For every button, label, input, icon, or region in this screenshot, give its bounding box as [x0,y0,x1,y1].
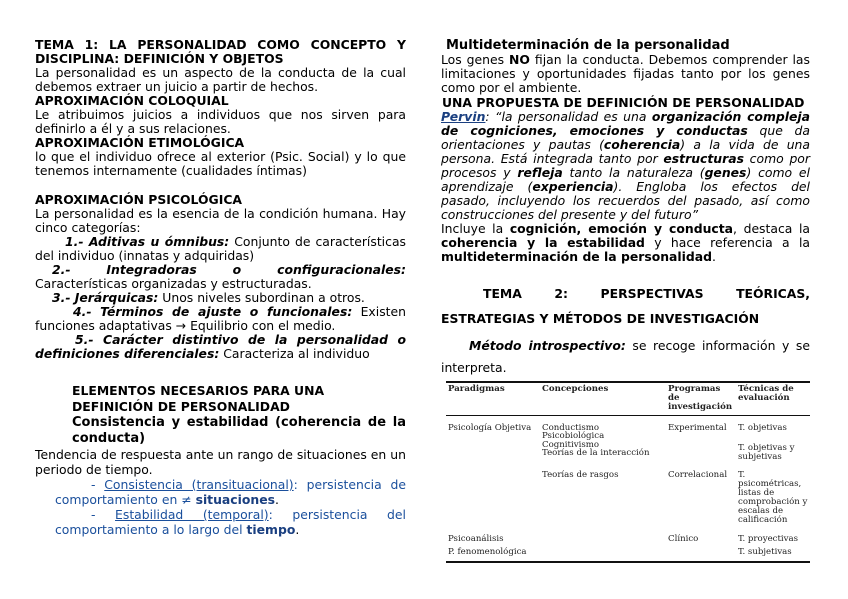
multideterminacion-heading: Multideterminación de la personalidad [446,38,730,53]
quote-k: ) como el aprendizaje ( [441,165,810,194]
elementos-heading: ELEMENTOS NECESARIOS PARA UNA DEFINICIÓN DE PERSONALIDAD [72,383,325,414]
header-paradigmas: Paradigmas [446,382,540,416]
estabilidad-desc: : persistencia del comportamiento a lo largo del [55,507,406,537]
table-row [446,546,810,562]
metodo-label: Método introspectivo: [469,338,626,353]
list-dash: - [91,507,116,522]
multi-text-b: fijan la conducta. Debemos comprender las limitaciones y oportunidades fijadas tanto por los genes como por el ambiente. [441,52,810,95]
consistencia-desc: : persistencia de comportamiento en ≠ [55,477,406,507]
category-4-label: 4.- Términos de ajuste o funcionales: [73,304,353,319]
category-1 [35,235,406,263]
quote-e: ) a la vida de una persona. Está integrada tanto por [441,137,810,166]
list-dash: - [91,477,105,492]
psicologica-text: La personalidad es la esencia de la condición humana. Hay cinco categorías: [35,206,406,235]
tecnicas-cell: T. psicométricas, listas de comprobación y escalas de calificación [738,470,808,525]
paradigma-cell: P. fenomenológica [446,546,540,562]
quote-l: experiencia [532,179,614,194]
tiempo-word: tiempo [246,522,296,537]
concepcion: Cognitivismo [542,439,600,450]
category-4 [35,305,406,333]
tecnicas-cell: T. proyectivas [738,534,799,544]
paradigma-cell: Psicología Objetiva [448,422,532,433]
concepciones-cell: Teorías de rasgos [542,470,619,480]
etimologica-heading: APROXIMACIÓN ETIMOLÓGICA [35,135,245,150]
category-5-label: 5.- Carácter distintivo de la personalidad o definiciones diferenciales: [35,332,406,361]
intro-paragraph: La personalidad es un aspecto de la conducta de la cual debemos extraer un juicio a partir de hechos. [35,65,406,94]
propuesta-heading: UNA PROPUESTA DE DEFINICIÓN DE PERSONALIDAD [442,95,805,110]
metodo-introspectivo [441,335,810,379]
category-3-text: Unos niveles subordinan a otros. [158,290,365,305]
psicologica-heading: APROXIMACIÓN PSICOLÓGICA [35,192,242,207]
quote-b: organización compleja de cogniciones, emociones y conductas [441,109,810,138]
incluye-f: multideterminación de la personalidad [441,249,712,264]
header-programas: Programas de investigación [666,382,736,416]
left-column [35,38,406,537]
quote-h: refleja [517,165,563,180]
multi-no: NO [509,52,530,67]
incluye-a: Incluye la [441,221,510,236]
category-3 [35,291,406,305]
coloquial-text: Le atribuimos juicios a individuos que nos sirven para definirlo a él y a sus relaciones. [35,107,406,136]
incluye-d: coherencia y la estabilidad [441,235,645,250]
table-header-row [446,382,810,416]
concepcion: Teorías de la interacción [542,448,650,458]
tema2-title-line1: TEMA 2: PERSPECTIVAS TEÓRICAS, [483,286,810,301]
consistencia-end: . [275,492,279,507]
consistencia-item [35,477,406,507]
header-tecnicas: Técnicas de evaluación [736,382,810,416]
incluye-c: , destaca la [733,221,811,236]
quote-f: estructuras [663,151,744,166]
category-2-text: Características organizadas y estructuradas. [35,276,312,291]
programa-cell: Correlacional [668,470,728,480]
category-1-label: 1.- Aditivas u ómnibus: [65,234,230,249]
estabilidad-end: . [295,522,300,537]
table-row [446,469,810,527]
tema2-title-line2: ESTRATEGIAS Y MÉTODOS DE INVESTIGACIÓN [441,311,760,326]
etimologica-text: lo que el individuo ofrece al exterior (Psic. Social) y lo que tenemos internamente (cualidades íntimas) [35,149,406,178]
quote-d: coherencia [603,137,681,152]
category-5 [35,333,406,361]
pervin-quote [441,110,810,222]
category-2-label: 2.- Integradoras o configuracionales: [52,262,406,277]
incluye-e: y hace referencia a la [644,235,810,250]
category-1-text: Conjunto de características del individuo (innatas y adquiridas) [35,234,406,263]
category-2 [35,263,406,291]
estabilidad-link[interactable]: Estabilidad (temporal) [115,507,269,522]
consistencia-heading: Consistencia y estabilidad (coherencia de la conducta) [72,415,406,446]
category-5-text: Caracteriza al individuo [219,346,370,361]
coloquial-heading: APROXIMACIÓN COLOQUIAL [35,93,229,108]
incluye-g: . [712,249,716,264]
category-4-text: Existen funciones adaptativas → Equilibrio con el medio. [35,304,406,333]
tendencia-text: Tendencia de respuesta ante un rango de situaciones en un periodo de tiempo. [35,447,406,477]
multi-text-a: Los genes [441,52,510,67]
incluye-b: cognición, emoción y conducta [509,221,734,236]
tecnica: T. objetivas y subjetivas [738,443,795,462]
paradigma-cell: Psicoanálisis [448,534,504,544]
metodo-text: se recoge información y se interpreta. [441,338,810,375]
tema1-title: TEMA 1: LA PERSONALIDAD COMO CONCEPTO Y DISCIPLINA: DEFINICIÓN Y OBJETOS [35,37,406,66]
table-row [446,422,810,464]
programa-cell: Experimental [668,422,727,433]
paradigma-cell [446,469,540,527]
category-3-label: 3.- Jerárquicas: [52,290,159,305]
consistencia-link[interactable]: Consistencia (transituacional) [104,477,294,492]
table-row [446,533,810,546]
concepcion: Psicobiológica [542,431,605,441]
incluye-text [441,222,810,264]
tecnicas-cell [736,422,810,464]
pervin-name: Pervin [441,109,486,124]
programa-cell: Clínico [668,534,699,544]
concepciones-cell [540,422,666,464]
situaciones-word: situaciones [195,492,275,507]
concepciones-cell [540,546,666,562]
quote-c: que da orientaciones y pautas ( [441,123,810,152]
quote-g: como por procesos y [441,151,810,180]
concepciones-cell [540,533,666,546]
concepcion: Conductismo [542,422,600,433]
quote-a: : “la personalidad es una [485,109,652,124]
multideterminacion-text [441,53,810,95]
tecnica: T. objetivas [738,422,787,433]
estabilidad-item [35,507,406,537]
paradigms-table [446,381,810,563]
quote-i: tanto la naturaleza ( [562,165,705,180]
right-column [441,38,810,379]
quote-j: genes [704,165,747,180]
programa-cell [666,546,736,562]
tecnicas-cell: T. subjetivas [736,546,810,562]
header-concepciones: Concepciones [540,382,666,416]
quote-m: ). Engloba los efectos del pasado, incluyendo los recuerdos del pasado, así como construcciones del presente y del futuro” [441,179,811,222]
